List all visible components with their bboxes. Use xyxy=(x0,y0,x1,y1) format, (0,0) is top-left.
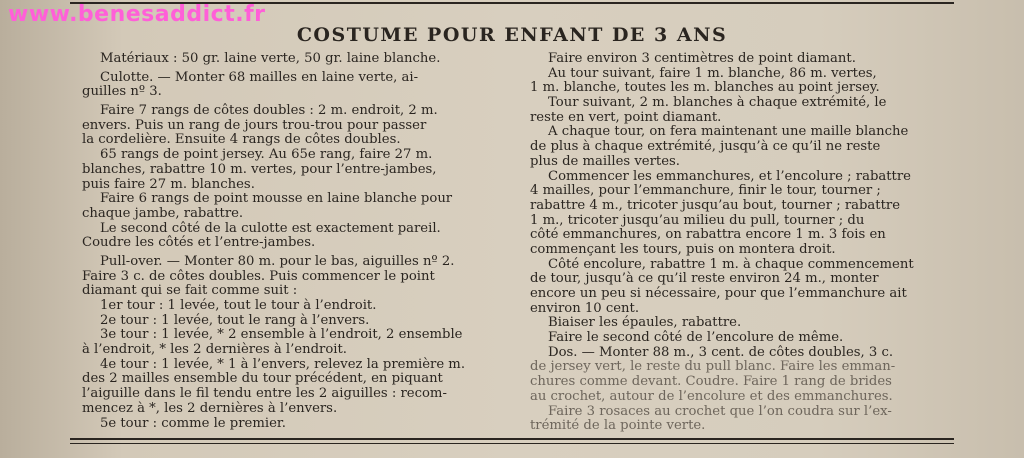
text-line: l’aiguille dans le fil tendu entre les 2 aiguilles : recom- xyxy=(82,386,447,402)
text-line: la cordelière. Ensuite 4 rangs de côtes doubles. xyxy=(82,132,401,148)
text-line: Faire 7 rangs de côtes doubles : 2 m. endroit, 2 m. xyxy=(100,103,438,119)
text-line: Faire 3 c. de côtes doubles. Puis commencer le point xyxy=(82,268,435,284)
text-line: Matériaux : 50 gr. laine verte, 50 gr. laine blanche. xyxy=(100,51,441,66)
text-line: 3e tour : 1 levée, * 2 ensemble à l’endroit, 2 ensemble xyxy=(100,327,463,343)
text-line: environ 10 cent. xyxy=(530,300,640,316)
text-line: Commencer les emmanchures, et l’encolure ; rabattre xyxy=(548,168,911,184)
right-column xyxy=(530,52,958,434)
text-line: plus de mailles vertes. xyxy=(530,153,680,169)
text-line: 1 m., tricoter jusqu’au milieu du pull, tourner ; du xyxy=(530,212,865,228)
text-line: Côté encolure, rabattre 1 m. à chaque commencement xyxy=(548,256,914,272)
text-line: chures comme devant. Coudre. Faire 1 rang de brides xyxy=(530,374,892,390)
text-line: Dos. — Monter 88 m., 3 cent. de côtes doubles, 3 c. xyxy=(548,344,894,360)
text-line: 4e tour : 1 levée, * 1 à l’envers, relevez la première m. xyxy=(100,356,466,372)
text-line: Tour suivant, 2 m. blanches à chaque extrémité, le xyxy=(548,95,887,111)
text-line: rabattre 4 m., tricoter jusqu’au bout, tourner ; rabattre xyxy=(530,197,901,213)
bottom-rules xyxy=(70,438,954,444)
text-line: 5e tour : comme le premier. xyxy=(100,415,286,431)
text-line: Faire le second côté de l’encolure de même. xyxy=(548,330,844,346)
article-title: COSTUME POUR ENFANT DE 3 ANS xyxy=(296,24,728,46)
text-line: commençant les tours, puis on montera droit. xyxy=(530,241,836,257)
text-line: au crochet, autour de l’encolure et des emmanchures. xyxy=(530,388,893,404)
text-line: trémité de la pointe verte. xyxy=(530,418,706,434)
text-line: blanches, rabattre 10 m. vertes, pour l’entre-jambes, xyxy=(82,161,437,177)
text-line: chaque jambe, rabattre. xyxy=(82,205,244,221)
text-line: A chaque tour, on fera maintenant une maille blanche xyxy=(548,124,909,140)
text-line: 65 rangs de point jersey. Au 65e rang, faire 27 m. xyxy=(100,147,433,163)
text-line: 1er tour : 1 levée, tout le tour à l’endroit. xyxy=(100,298,377,313)
text-line: Pull-over. — Monter 80 m. pour le bas, aiguilles nº 2. xyxy=(100,253,455,269)
text-line: Faire environ 3 centimètres de point diamant. xyxy=(548,51,856,66)
text-line: des 2 mailles ensemble du tour précédent, en piquant xyxy=(82,371,443,387)
text-line: diamant qui se fait comme suit : xyxy=(82,283,298,299)
text-line: Au tour suivant, faire 1 m. blanche, 86 m. vertes, xyxy=(548,65,877,81)
watermark: www.benesaddict.fr xyxy=(8,2,266,27)
text-line: 2e tour : 1 levée, tout le rang à l’envers. xyxy=(100,312,370,328)
text-line: Culotte. — Monter 68 mailles en laine verte, ai- xyxy=(100,69,419,85)
bottom-rule-thick xyxy=(70,438,954,440)
text-line: encore un peu si nécessaire, pour que l’emmanchure ait xyxy=(530,286,907,301)
text-line: reste en vert, point diamant. xyxy=(530,109,722,125)
left-column xyxy=(82,52,512,431)
text-line: Biaiser les épaules, rabattre. xyxy=(548,315,742,331)
text-line: 1 m. blanche, toutes les m. blanches au point jersey. xyxy=(530,80,880,96)
text-line: de tour, jusqu’à ce qu’il reste environ 24 m., monter xyxy=(530,271,879,287)
text-line: guilles nº 3. xyxy=(82,84,162,100)
text-line: de plus à chaque extrémité, jusqu’à ce qu’il ne reste xyxy=(530,139,881,155)
text-line: mencez à *, les 2 dernières à l’envers. xyxy=(82,400,338,416)
text-line: Faire 3 rosaces au crochet que l’on coudra sur l’ex- xyxy=(548,403,892,419)
text-line: Le second côté de la culotte est exactement pareil. xyxy=(100,220,441,236)
text-line: puis faire 27 m. blanches. xyxy=(82,176,255,192)
text-line: Faire 6 rangs de point mousse en laine blanche pour xyxy=(100,191,453,207)
text-line: de jersey vert, le reste du pull blanc. Faire les emman- xyxy=(530,359,896,375)
text-line: envers. Puis un rang de jours trou-trou pour passer xyxy=(82,117,427,133)
text-line: à l’endroit, * les 2 dernières à l’endroit. xyxy=(82,342,347,358)
text-line: Coudre les côtés et l’entre-jambes. xyxy=(82,235,316,251)
bottom-rule-thin xyxy=(70,443,954,444)
text-line: 4 mailles, pour l’emmanchure, finir le tour, tourner ; xyxy=(530,183,881,199)
text-line: côté emmanchures, on rabattra encore 1 m. 3 fois en xyxy=(530,227,886,243)
